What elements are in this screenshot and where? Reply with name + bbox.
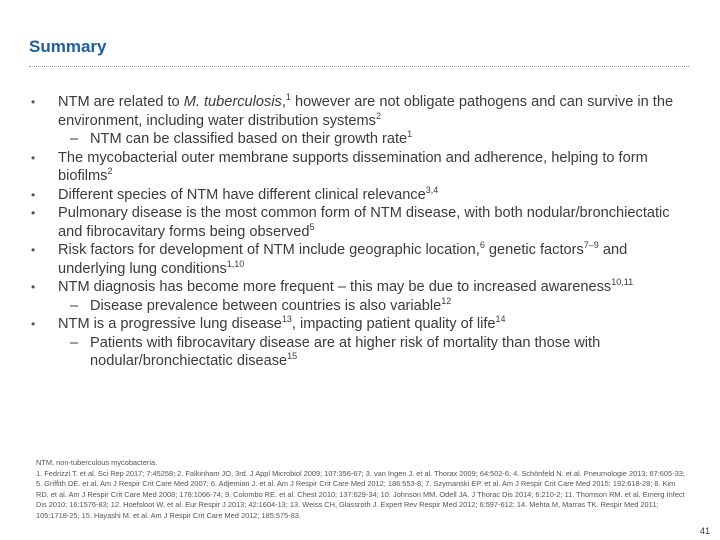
bullet-item [0, 186, 720, 205]
text-run: and underlying lung conditions [58, 242, 628, 277]
reference-superscript: 7–9 [583, 240, 599, 251]
sub-bullet-dash-icon: – [70, 131, 79, 147]
text-run: NTM is a progressive lung disease [58, 316, 282, 332]
text-run: Risk factors for development of NTM include geographic location, [58, 242, 480, 258]
text-run: Pulmonary disease is the most common form of NTM disease, with both nodular/bronchiectatic and fibrocavitary forms being observed [58, 205, 670, 240]
text-run: , impacting patient quality of life [291, 316, 496, 332]
reference-superscript: 1,10 [226, 258, 245, 269]
text-run: The mycobacterial outer membrane supports dissemination and adherence, helping to form biofilms [58, 149, 648, 184]
bullet-item [0, 278, 720, 297]
sub-bullet-dash-icon: – [70, 297, 79, 314]
sub-bullet-item [0, 130, 720, 149]
text-run: Disease prevalence between countries is also variable [90, 297, 442, 314]
sub-bullet-item [0, 297, 720, 316]
text-run: NTM can be classified based on their growth rate [90, 131, 408, 147]
bullet-list [0, 93, 720, 371]
bullet-item [0, 149, 720, 186]
reference-superscript: 6 [479, 240, 485, 251]
page-number: 41 [699, 526, 710, 536]
bullet-item [0, 204, 720, 241]
bullet-dot-icon: • [31, 150, 36, 165]
text-run: genetic factors [484, 242, 584, 258]
footer-references: 1. Fedrizzi T. et al. Sci Rep 2017; 7:45258; 2. Falkinham JO, 3rd. J Appl Microbiol 2009; 107:356-67; 3. van Ingen J. et al. Thorax 2009; 64:502-6; 4. Schönfeld N. et al. Pneumologie 2013; 67:605-33; 5. Griffith DE. et al. Am J Respir Crit Care Med 2007; 6. Adjemian J. et al. Am J Respir Crit Care Med 2012; 186:553-8; 7. Szymanski EP. et al. Am J Respir Crit Care Med 2015; 192:618-28; 8. Kim RD. et al. Am J Respir Crit Care Med 2008; 178:1066-74; 9. Colombo RE. et al. Chest 2010; 137:629-34; 10. Johnson MM, Odell JA. J Thorac Dis 2014; 6:210-2; 11. Thomson RM. et al. Emerg Infect Dis 2010; 16:1576-83; 12. Hoefsloot W. et al. Eur Respir J 2013; 42:1604-13; 13. Weiss CH, Glassroth J. Expert Rev Respir Med 2012; 6:597-612; 14. Mehta M, Marras TK. Respir Med 2011; 105:1718-25; 15. Hayashi M. et al. Am J Respir Crit Care Med 2012; 185:575-83. [36, 468, 685, 520]
reference-superscript: 1 [407, 129, 413, 140]
bullet-dot-icon: • [31, 243, 36, 257]
title-divider [29, 66, 689, 67]
bullet-dot-icon: • [31, 95, 36, 109]
reference-superscript: 2 [107, 166, 113, 177]
bullet-item [0, 315, 720, 334]
sub-bullet-item [0, 334, 720, 371]
text-run: M. tuberculosis [183, 94, 282, 110]
bullet-item [0, 93, 720, 130]
slide-title: Summary [29, 37, 107, 56]
reference-superscript: 15 [287, 351, 298, 362]
bullet-dot-icon: • [31, 280, 36, 294]
reference-superscript: 5 [309, 221, 315, 232]
bullet-item [0, 241, 720, 278]
text-run: NTM are related to [58, 94, 184, 110]
bullet-dot-icon: • [31, 206, 36, 220]
text-run: Patients with fibrocavitary disease are at higher risk of mortality than those with nodular/bronchiectatic disease [90, 334, 601, 369]
footer-abbreviations: NTM, non-tuberculous mycobacteria. [36, 458, 158, 467]
reference-superscript: 13 [281, 314, 292, 325]
sub-bullet-dash-icon: – [70, 334, 79, 351]
reference-superscript: 10,11 [611, 277, 634, 288]
reference-superscript: 1 [285, 92, 291, 103]
text-run: Different species of NTM have different clinical relevance [58, 186, 426, 203]
reference-superscript: 14 [495, 314, 506, 325]
bullet-dot-icon: • [31, 317, 36, 331]
text-run: , [281, 94, 286, 110]
footer-notes [36, 458, 686, 522]
reference-superscript: 3,4 [425, 184, 439, 195]
bullet-dot-icon: • [31, 187, 36, 202]
text-run: NTM diagnosis has become more frequent – this may be due to increased awareness [58, 279, 612, 295]
reference-superscript: 2 [375, 110, 381, 121]
reference-superscript: 12 [441, 295, 452, 306]
text-run: however are not obligate pathogens and can survive in the environment, including water distribution systems [58, 94, 674, 129]
